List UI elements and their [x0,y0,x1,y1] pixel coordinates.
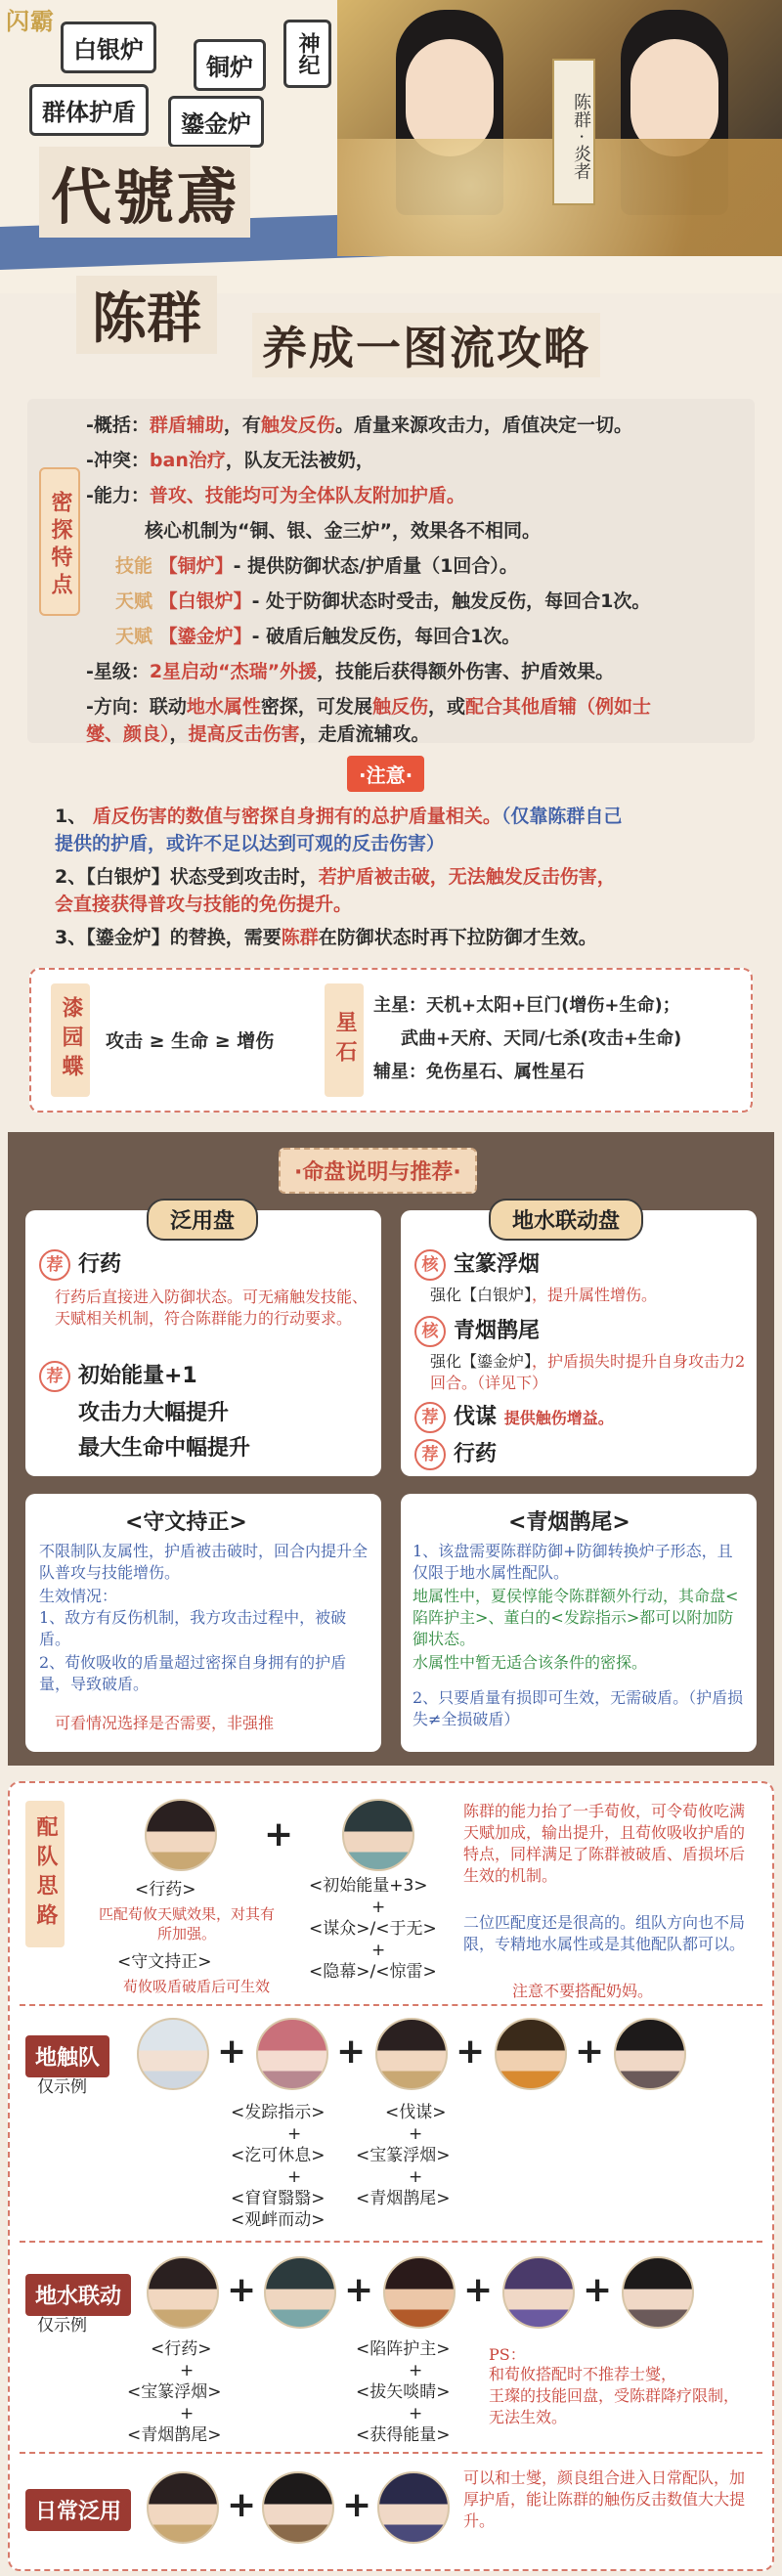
destiny-title: ·命盘说明与推荐· [279,1148,477,1194]
plus-icon: + [227,2485,257,2525]
left-item-4: 最大生命中幅提升 [78,1436,251,1461]
separator [20,2452,762,2454]
desc-b: ，护盾损失时提升自身攻击力2回合。（详见下） [430,1352,746,1392]
shouwen-p4: 2、荀攸吸收的盾量超过密探自身拥有的护盾量，导致破盾。 [39,1653,347,1693]
earth-avatar-5 [614,2018,686,2090]
team-idea-label: 配队思路 [25,1801,65,1947]
shouwen-p5: 可看情况选择是否需要，非强推 [55,1714,275,1732]
earth-avatar-1 [137,2018,209,2090]
earth-avatar-3 [375,2018,448,2090]
earth-e: <窅窅翳翳> [231,2189,326,2208]
plus-icon: + [463,2270,494,2310]
right-item-4 [414,1437,497,1470]
star-a: 2星启动“杰瑞”外援 [149,661,318,682]
plus-icon: + [227,2270,257,2310]
geo-avatar-4 [502,2256,575,2329]
daily-avatar-3 [377,2471,450,2544]
star-label: -星级： [86,661,150,682]
geo-avatar-3 [383,2256,456,2329]
summary-b: ，有 [223,415,261,436]
notice-2b: 若护盾被击破，无法触发反击伤害， [318,866,616,888]
summary-label: -概括： [86,415,150,436]
plus-icon: + [342,2485,372,2525]
recommend-badge: 荐 [414,1402,446,1433]
geo-g: + [409,2361,423,2380]
desc-a: 强化【鎏金炉】 [430,1352,533,1371]
geo-e: <青烟鹊尾> [127,2425,222,2445]
plus-icon: + [456,2031,486,2072]
right-item-3 [414,1400,614,1433]
talent1-name: 【白银炉】 [158,590,252,612]
core-badge: 核 [414,1249,446,1281]
star-main: 主星：天机+太阳+巨门(增伤+生命)； [373,995,680,1016]
notice-line-1 [55,802,622,828]
geo-ps: PS： [489,2345,526,2364]
plus-icon: + [575,2031,605,2072]
tag-copper-furnace: 铜炉 [194,39,266,91]
dir-f: 配合其他盾辅（例如士 [464,696,651,718]
summary-c: 触发反伤 [260,415,335,436]
tag-silver-furnace: 白银炉 [61,22,156,73]
geo-team-sub: 仅示例 [37,2316,87,2336]
talent2-line [115,622,520,648]
plus-icon: + [336,2031,367,2072]
notice-3c: 在防御状态时再下拉防御才生效。 [318,927,597,948]
recommend-badge: 荐 [414,1439,446,1470]
idea-d: <谋众>/<于无> [309,1919,437,1939]
geo-h: <拔矢啖睛> [356,2382,451,2402]
right-item-1-desc [430,1285,747,1306]
earth-i: <宝篆浮烟> [356,2146,451,2165]
conflict-label: -冲突： [86,450,150,471]
desc-b: ，提升属性增伤。 [532,1286,658,1304]
game-title: 代號鳶 [39,147,250,238]
earth-d: + [287,2167,302,2187]
idea-f: <隐幕>/<惊雷> [309,1962,437,1982]
notice-line-2 [55,862,616,889]
qingyan-p2: 地属性中，夏侯惇能令陈群额外行动，其命盘<陷阵护主>、董白的<发踪指示>都可以附加防御状态。 [413,1587,739,1648]
ability-a: 普攻、技能均可为全体队友附加护盾。 [149,485,465,506]
geo-d: + [180,2404,195,2423]
desc-b: 提供触伤增益。 [503,1409,614,1427]
geo-ps-3: 王璨的技能回盘，受陈群降疗限制，无法生效。 [489,2386,740,2426]
notice-1c: （仅靠陈群自己 [500,806,623,827]
skill-desc: - 提供防御状态/护盾量（1回合）。 [233,555,518,577]
secret-side-label: 密探特点 [39,467,80,616]
notice-1d: 提供的护盾，或许不足以达到可观的反击伤害） [55,833,446,854]
notice-line-1b [55,829,445,855]
geo-team-label: 地水联动 [25,2274,131,2316]
idea-warn: 注意不要搭配奶妈。 [512,1982,654,2000]
geo-ps-2: 和荀攸搭配时不推荐士燮， [489,2365,677,2383]
star-b: ，技能后获得额外伤害、护盾效果。 [317,661,615,682]
dir-c: 密探，可发展 [260,696,372,718]
earth-g: <伐谋> [385,2103,447,2122]
item-name: 行药 [78,1252,122,1277]
skill-line [115,551,518,578]
recommend-badge: 荐 [39,1249,70,1281]
idea-b: <初始能量+3> [309,1876,428,1896]
geo-avatar-5 [622,2256,694,2329]
item-name: 宝篆浮烟 [454,1252,541,1277]
geo-i: + [409,2404,423,2423]
notice-2a: 2、【白银炉】状态受到攻击时， [55,866,319,888]
notice-2c: 会直接获得普攻与技能的免伤提升。 [55,894,353,915]
dir-d: 触反伤 [371,696,428,718]
item-name: 伐谋 [454,1405,498,1429]
separator [20,2004,762,2006]
notice-1b: 盾反伤害的数值与密探自身拥有的总护盾量相关。 [92,806,501,827]
talent1-tag: 天赋 [115,590,153,612]
item-name: 行药 [454,1442,498,1466]
geo-b: + [180,2361,195,2380]
earth-team-label: 地触队 [25,2035,109,2077]
plus-icon: + [217,2031,247,2072]
pet-text: 攻击 ≥ 生命 ≥ 增伤 [106,1030,275,1052]
notice-title: ·注意· [347,756,424,792]
separator [20,2241,762,2243]
left-item-3: 攻击力大幅提升 [78,1401,230,1425]
plus-icon: + [264,1814,294,1855]
dir-a: 联动 [149,696,187,718]
direction-line-2 [86,720,430,746]
shouwen-p1: 不限制队友属性，护盾被击破时，回合内提升全队普攻与技能增伤。 [39,1542,369,1582]
summary-a: 群盾辅助 [149,415,224,436]
dir-e: ，或 [427,696,465,718]
plus-icon: + [583,2270,613,2310]
geo-avatar-1 [147,2256,219,2329]
general-pill: 泛用盘 [147,1199,258,1241]
talent1-line [115,587,650,613]
tag-gold-furnace: 鎏金炉 [168,96,264,148]
right-item-2 [414,1314,540,1347]
earth-avatar-4 [495,2018,567,2090]
qingyan-p4: 2、只要盾量有损即可生效，无需破盾。（护盾损失≠全损破盾） [413,1688,744,1728]
earth-avatar-2 [256,2018,328,2090]
left-item-1 [39,1247,121,1281]
idea-c: + [371,1898,386,1917]
skill-tag: 技能 [115,555,153,577]
summary-line [86,411,632,437]
direction-line [86,692,651,719]
teammate-avatar [342,1799,414,1871]
daily-team-label: 日常泛用 [25,2489,131,2531]
recommend-badge: 荐 [39,1361,70,1392]
notice-line-3 [55,923,597,949]
conflict-a: ban治疗 [149,450,226,471]
daily-desc: 可以和士燮，颜良组合进入日常配队，加厚护盾，能让陈群的触伤反击数值大大提升。 [463,2468,746,2530]
dir-label: -方向： [86,696,150,718]
right-item-2-desc [430,1351,747,1394]
notice-3a: 3、【鎏金炉】的替换，需要 [55,927,282,948]
page-subtitle: 养成一图流攻略 [252,313,600,377]
earth-f: <观衅而动> [231,2210,326,2230]
geo-f: <陷阵护主> [356,2339,451,2359]
geo-c: <宝篆浮烟> [127,2382,222,2402]
dir-g: 燮、颜良） [86,723,170,745]
earth-j: + [409,2167,423,2187]
idea-note-1: 匹配荀攸天赋效果，对其有所加强。 [98,1905,275,1943]
dir-i: 提高反击伤害 [188,723,300,745]
notice-3b: 陈群 [281,927,319,948]
portrait-scroll: 陈群 · 炎者 [552,59,595,205]
ability-line [86,481,465,507]
geo-a: <行药> [151,2339,212,2359]
earth-team-sub: 仅示例 [37,2077,87,2097]
logo: 闪霸 [6,8,55,35]
idea-desc: 陈群的能力抬了一手荀攸，可令荀攸吃满天赋加成，输出提升，且荀攸吸收护盾的特点，同样满足了陈群被破盾、盾损坏后生效的机制。 [463,1802,746,1885]
qingyan-p1: 1、该盘需要陈群防御+防御转换炉子形态，且仅限于地水属性配队。 [413,1542,733,1582]
idea-desc-2: 二位匹配度还是很高的。组队方向也不局限，专精地水属性或是其他配队都可以。 [463,1913,746,1953]
idea-g: <守文持正> [117,1952,212,1972]
summary-d: 。盾量来源攻击力，盾值决定一切。 [334,415,632,436]
character-name: 陈群 [76,276,217,354]
qingyan-p3: 水属性中暂无适合该条件的密探。 [413,1653,648,1672]
shouwen-p2: 生效情况： [39,1587,118,1605]
shouwen-title: <守文持正> [125,1510,247,1535]
skill-name: 【铜炉】 [158,555,234,577]
idea-a: <行药> [135,1880,196,1899]
pet-label: 漆园蝶 [51,983,90,1097]
dir-j: ，走盾流辅攻。 [299,723,430,745]
ability-label: -能力： [86,485,150,506]
geo-j: <获得能量> [356,2425,451,2445]
shouwen-p3: 1、敌方有反伤机制，我方攻击过程中，被破盾。 [39,1608,347,1648]
item-name: 青烟鹊尾 [454,1319,541,1343]
right-item-1 [414,1247,540,1281]
core-badge: 核 [414,1316,446,1347]
tag-group-shield: 群体护盾 [29,84,149,136]
tag-shenji: 神纪 [283,20,331,88]
idea-note-2: 荀攸吸盾破盾后可生效 [122,1978,270,1995]
notice-1a: 1、 [55,806,93,827]
earth-b: + [287,2124,302,2144]
star-main-2: 武曲+天府、天同/七杀(攻击+生命) [401,1028,682,1049]
dir-b: 地水属性 [186,696,261,718]
earth-k: <青烟鹊尾> [356,2189,451,2208]
geo-pill: 地水联动盘 [489,1199,643,1241]
dir-h: ， [169,723,189,745]
earth-a: <发踪指示> [231,2103,326,2122]
left-item-1-desc: 行药后直接进入防御状态。可无痛触发技能、天赋相关机制，符合陈群能力的行动要求。 [55,1288,369,1328]
talent1-desc: - 处于防御状态时受击，触发反伤，每回合1次。 [251,590,651,612]
item-name: 初始能量+1 [78,1364,197,1388]
talent2-tag: 天赋 [115,626,153,647]
conflict-line [86,446,374,472]
idea-e: + [371,1941,386,1960]
earth-c: <汔可休息> [231,2146,326,2165]
left-item-2 [39,1359,197,1392]
daily-avatar-1 [147,2471,219,2544]
qingyan-title: <青烟鹊尾> [508,1510,630,1535]
geo-avatar-2 [264,2256,336,2329]
conflict-b: ，队友无法被奶， [225,450,374,471]
earth-h: + [409,2124,423,2144]
talent2-desc: - 破盾后触发反伤，每回合1次。 [251,626,521,647]
desc-a: 强化【白银炉】 [430,1286,533,1304]
core-line: 核心机制为“铜、银、金三炉”，效果各不相同。 [145,520,541,542]
plus-icon: + [344,2270,374,2310]
star-stone-label: 星石 [325,983,364,1097]
daily-avatar-2 [262,2471,334,2544]
xunyou-avatar [145,1799,217,1871]
notice-line-2b [55,890,352,916]
talent2-name: 【鎏金炉】 [158,626,252,647]
star-aux: 辅星：免伤星石、属性星石 [373,1062,585,1082]
star-line [86,657,614,683]
